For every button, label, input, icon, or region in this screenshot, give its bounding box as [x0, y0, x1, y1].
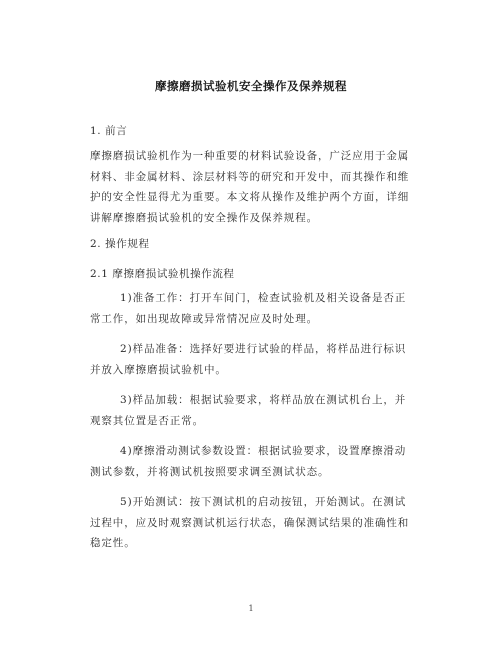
section-heading-operation: 2. 操作规程 — [90, 238, 150, 250]
list-item: 1)准备工作：打开车间门，检查试验机及相关设备是否正常工作，如出现故障或异常情况应及时处理。 — [90, 292, 407, 325]
list-item: 3)样品加载：根据试验要求，将样品放在测试机台上，并观察其位置是否正常。 — [90, 394, 407, 427]
section-heading-intro: 1. 前言 — [90, 125, 128, 137]
document-title: 摩擦磨损试验机安全操作及保养规程 — [155, 79, 347, 93]
list-item: 4)摩擦滑动测试参数设置：根据试验要求，设置摩擦滑动测试参数，并将测试机按照要求调至测试状态。 — [90, 445, 407, 478]
intro-paragraph-text: 摩擦磨损试验机作为一种重要的材料试验设备，广泛应用于金属材料、非金属材料、涂层材料等的研究和开发中，而其操作和维护的安全性显得尤为重要。本文将从操作及维护两个方面，详细讲解摩擦磨损试验机的安全操作及保养规程。 — [90, 150, 410, 224]
subsection-heading-process: 2.1 摩擦磨损试验机操作流程 — [90, 268, 235, 280]
page-number: 1 — [248, 604, 254, 613]
list-item: 2)样品准备：选择好要进行试验的样品，将样品进行标识并放入摩擦磨损试验机中。 — [90, 343, 407, 376]
intro-paragraph — [90, 146, 414, 228]
list-item: 5)开始测试：按下测试机的启动按钮，开始测试。在测试过程中，应及时观察测试机运行状态，确保测试结果的准确性和稳定性。 — [90, 496, 410, 549]
